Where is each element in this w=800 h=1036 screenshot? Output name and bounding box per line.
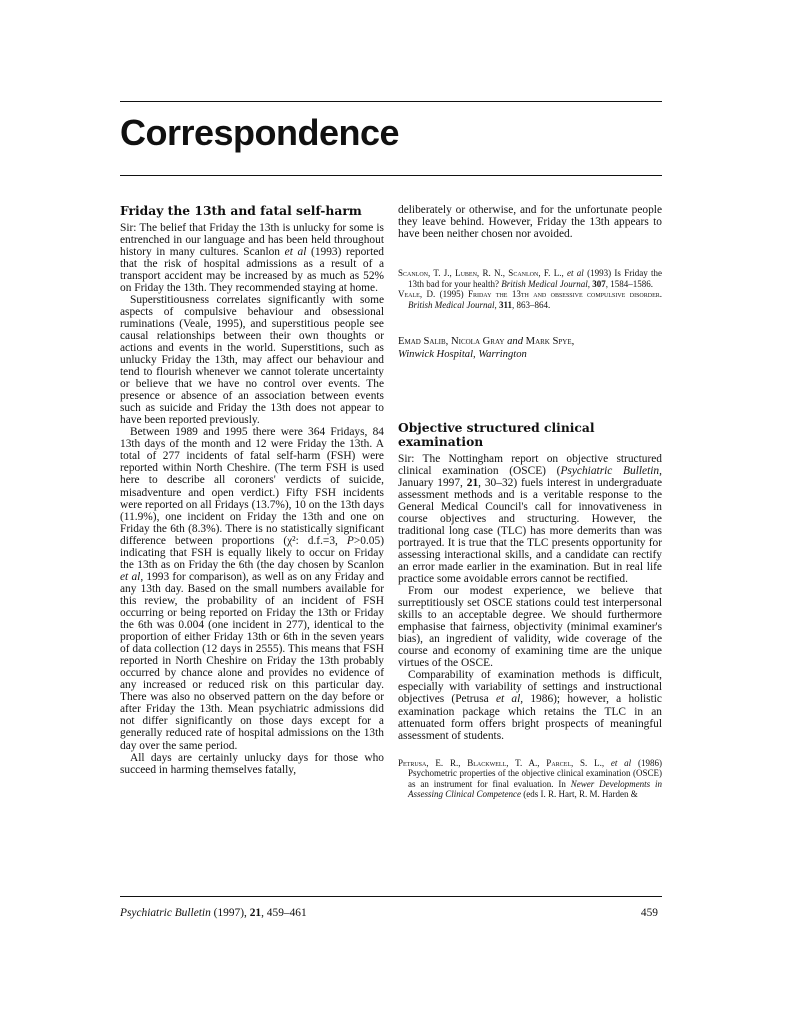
- letter2-paragraph-3: Comparability of examination methods is difficult, especially with variability of settings and instructional objectives (Petrusa et al, 1986); however, a holistic examination package which retains the TLC in an attenuated form offers bright prospects of meaningful assessment of students.: [398, 669, 662, 742]
- letter1-signature: Emad Salib, Nicola Gray and Mark Spye, Winwick Hospital, Warrington: [398, 335, 575, 360]
- top-rule: [120, 101, 662, 102]
- reference-item: Veale, D. (1995) Friday the 13th and obsessive compulsive disorder. British Medical Journal, 311, 863–864.: [398, 289, 662, 310]
- page-title: Correspondence: [120, 112, 400, 153]
- left-column: [120, 204, 384, 776]
- letter2-paragraph-1: Sir: The Nottingham report on objective structured clinical examination (OSCE) (Psychiatric Bulletin, January 1997, 21, 30–32) fuels interest in undergraduate assessment methods and is a veritable response to the General Medical Council's call for innovativeness in course objectives and structuring. However, the traditional long case (TLC) has more demerits than was portrayed. It is true that the TLC presents opportunity for assessing interactional skills, and a candidate can rectify an error made earlier in the examination. But in real life practice some avoidable errors cannot be rectified.: [398, 452, 663, 585]
- letter1-title: Friday the 13th and fatal self-harm: [120, 203, 362, 218]
- letter1-paragraph-4: All days are certainly unlucky days for those who succeed in harming themselves fatally,: [120, 751, 384, 776]
- letter1-paragraph-1: Sir: The belief that Friday the 13th is unlucky for some is entrenched in our language and has been held throughout history in many cultures. Scanlon et al (1993) reported that the risk of hospital admissions as a result of a transport accident may be increased by as much as 52% on Friday the 13th. They recommended staying at home.: [120, 221, 384, 294]
- letter1-paragraph-3: Between 1989 and 1995 there were 364 Fridays, 84 13th days of the month and 12 were Friday the 13th. A total of 277 incidents of fatal self-harm (FSH) were reported within North Cheshire. (The term FSH is used here to describe all coroners' verdicts of suicide, misadventure and open verdict.) Fifty FSH incidents were reported on all Fridays (13.7%), 10 on the 13th days (11.9%), one incident on Friday the 13th and one on Friday the 6th (8.3%). There is no statistically significant difference between proportions (χ²: d.f.=3, P>0.05) indicating that FSH is equally likely to occur on Friday the 13th as on Friday the 6th (the day chosen by Scanlon et al, 1993 for comparison), as well as on any Friday and any 13th day. Based on the small numbers available for this review, the probability of an incident of FSH occurring or being reported on Friday the 13th or Friday the 6th was 0.004 (one incident in 277), identical to the proportion of either Friday 13th or 6th in the seven years of data collection (12 days in 2555). This means that FSH reported in North Cheshire on Friday the 13th probably occurred by chance alone and provides no evidence of any increased or reduced risk on this particular day. There was also no observed pattern on the day before or after Friday the 13th. Mean psychiatric admissions did not differ significantly on those days except for a generally reduced rate of hospital admissions on the 13th day over the same period.: [120, 426, 384, 752]
- journal-citation: Psychiatric Bulletin (1997), 21, 459–461: [120, 907, 307, 919]
- title-rule: [120, 175, 662, 176]
- letter2-references: [398, 758, 662, 800]
- reference-item: Scanlon, T. J., Luben, R. N., Scanlon, F. L., et al (1993) Is Friday the 13th bad for your health? British Medical Journal, 307, 1584–1586.: [398, 268, 662, 289]
- letter2-title: Objective structured clinical examination: [398, 419, 595, 450]
- letter1-paragraph-4-continued: deliberately or otherwise, and for the unfortunate people they leave behind. However, Friday the 13th appears to have been neither chosen nor avoided.: [398, 204, 662, 241]
- page-number: 459: [640, 907, 658, 919]
- reference-item: Petrusa, E. R., Blackwell, T. A., Parcel, S. L., et al (1986) Psychometric properties of the objective clinical examination (OSCE) as an instrument for final evaluation. In Newer Developments in Assessing Clinical Competence (eds I. R. Hart, R. M. Harden &: [398, 757, 662, 800]
- right-column: [398, 204, 662, 800]
- letter1-references: [398, 268, 662, 310]
- footer-rule: [120, 896, 662, 897]
- letter2-paragraph-2: From our modest experience, we believe that surreptitiously set OSCE stations could test interpersonal skills to an acceptable degree. We should furthermore emphasise that fairness, objectivity (minimal examiner's bias), an ingredient of validity, wide coverage of the course and economy of examining time are the unique virtues of the OSCE.: [398, 585, 662, 670]
- letter1-paragraph-2: Superstitiousness correlates significantly with some aspects of compulsive behaviour and obsessional ruminations (Veale, 1995), and superstitious people see causal relationships between their own thoughts or actions and events in the world. Superstitions, such as unlucky Friday the 13th, may affect our behaviour and tend to flourish whenever we cannot tolerate uncertainty or believe that we have no control over events. The presence or absence of an association between events such as suicide and Friday the 13th does not appear to have been reported previously.: [120, 293, 384, 427]
